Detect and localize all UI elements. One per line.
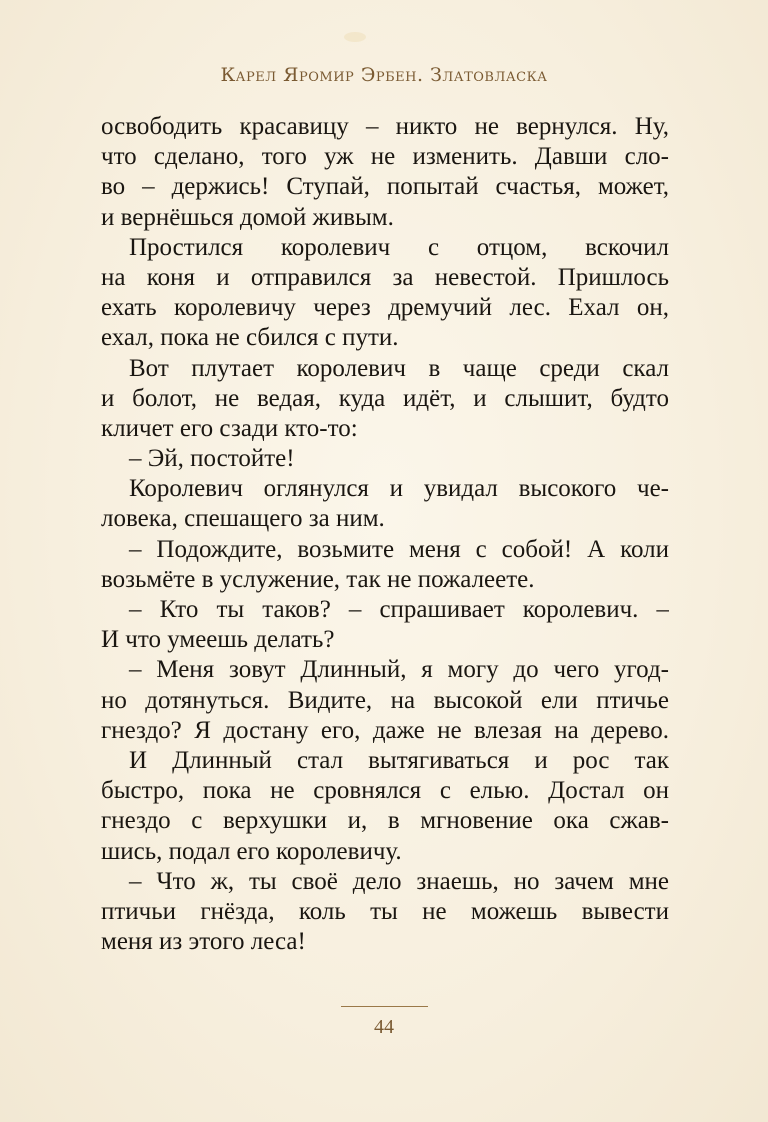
text-line: Вот плутает королевич в чаще среди скал bbox=[129, 354, 669, 382]
text-line: во – держись! Ступай, попытай счастья, может, bbox=[101, 173, 669, 201]
text-line: – Что ж, ты своё дело знаешь, но зачем мне bbox=[129, 867, 669, 895]
text-line: – Эй, постойте! bbox=[129, 445, 295, 473]
text-line: кличет его сзади кто-то: bbox=[101, 414, 358, 442]
text-line: Простился королевич с отцом, вскочил bbox=[129, 233, 669, 261]
running-head: Карел Яромир Эрбен. Златовласка bbox=[220, 64, 548, 86]
text-line: и болот, не ведая, куда идёт, и слышит, будто bbox=[101, 384, 669, 412]
text-line: гнездо с верхушки и, в мгновение ока сжав- bbox=[101, 807, 669, 835]
text-line: ехал, пока не сбился с пути. bbox=[101, 324, 399, 352]
text-line: ловека, спешащего за ним. bbox=[101, 505, 385, 533]
footer-rule bbox=[341, 1006, 428, 1007]
text-line: на коня и отправился за невестой. Пришлось bbox=[101, 263, 669, 291]
text-line: шись, подал его королевичу. bbox=[101, 837, 402, 865]
text-line: – Меня зовут Длинный, я могу до чего угод- bbox=[129, 656, 669, 684]
page-number: 44 bbox=[374, 1016, 394, 1038]
text-line: гнездо? Я достану его, даже не влезая на дерево. bbox=[101, 716, 669, 744]
text-line: – Подождите, возьмите меня с собой! А коли bbox=[129, 535, 669, 563]
paper-stain bbox=[344, 32, 366, 42]
text-line: – Кто ты таков? – спрашивает королевич. – bbox=[129, 596, 669, 623]
text-line: быстро, пока не сровнялся с елью. Достал он bbox=[101, 777, 669, 805]
text-line: И Длинный стал вытягиваться и рос так bbox=[129, 746, 669, 774]
text-line: и вернёшься домой живым. bbox=[101, 203, 394, 231]
text-line: птичьи гнёзда, коль ты не можешь вывести bbox=[101, 897, 669, 925]
text-line: И что умеешь делать? bbox=[101, 626, 335, 654]
text-line: освободить красавицу – никто не вернулся. Ну, bbox=[101, 113, 669, 140]
text-line: ехать королевичу через дремучий лес. Ехал он, bbox=[101, 294, 669, 322]
text-line: что сделано, того уж не изменить. Давши сло- bbox=[101, 143, 669, 171]
text-line: возьмёте в услужение, так не пожалеете. bbox=[101, 565, 535, 593]
text-line: но дотянуться. Видите, на высокой ели птичье bbox=[101, 686, 669, 714]
text-line: меня из этого леса! bbox=[101, 928, 306, 956]
text-line: Королевич оглянулся и увидал высокого че- bbox=[129, 475, 669, 503]
body-text bbox=[101, 112, 669, 957]
